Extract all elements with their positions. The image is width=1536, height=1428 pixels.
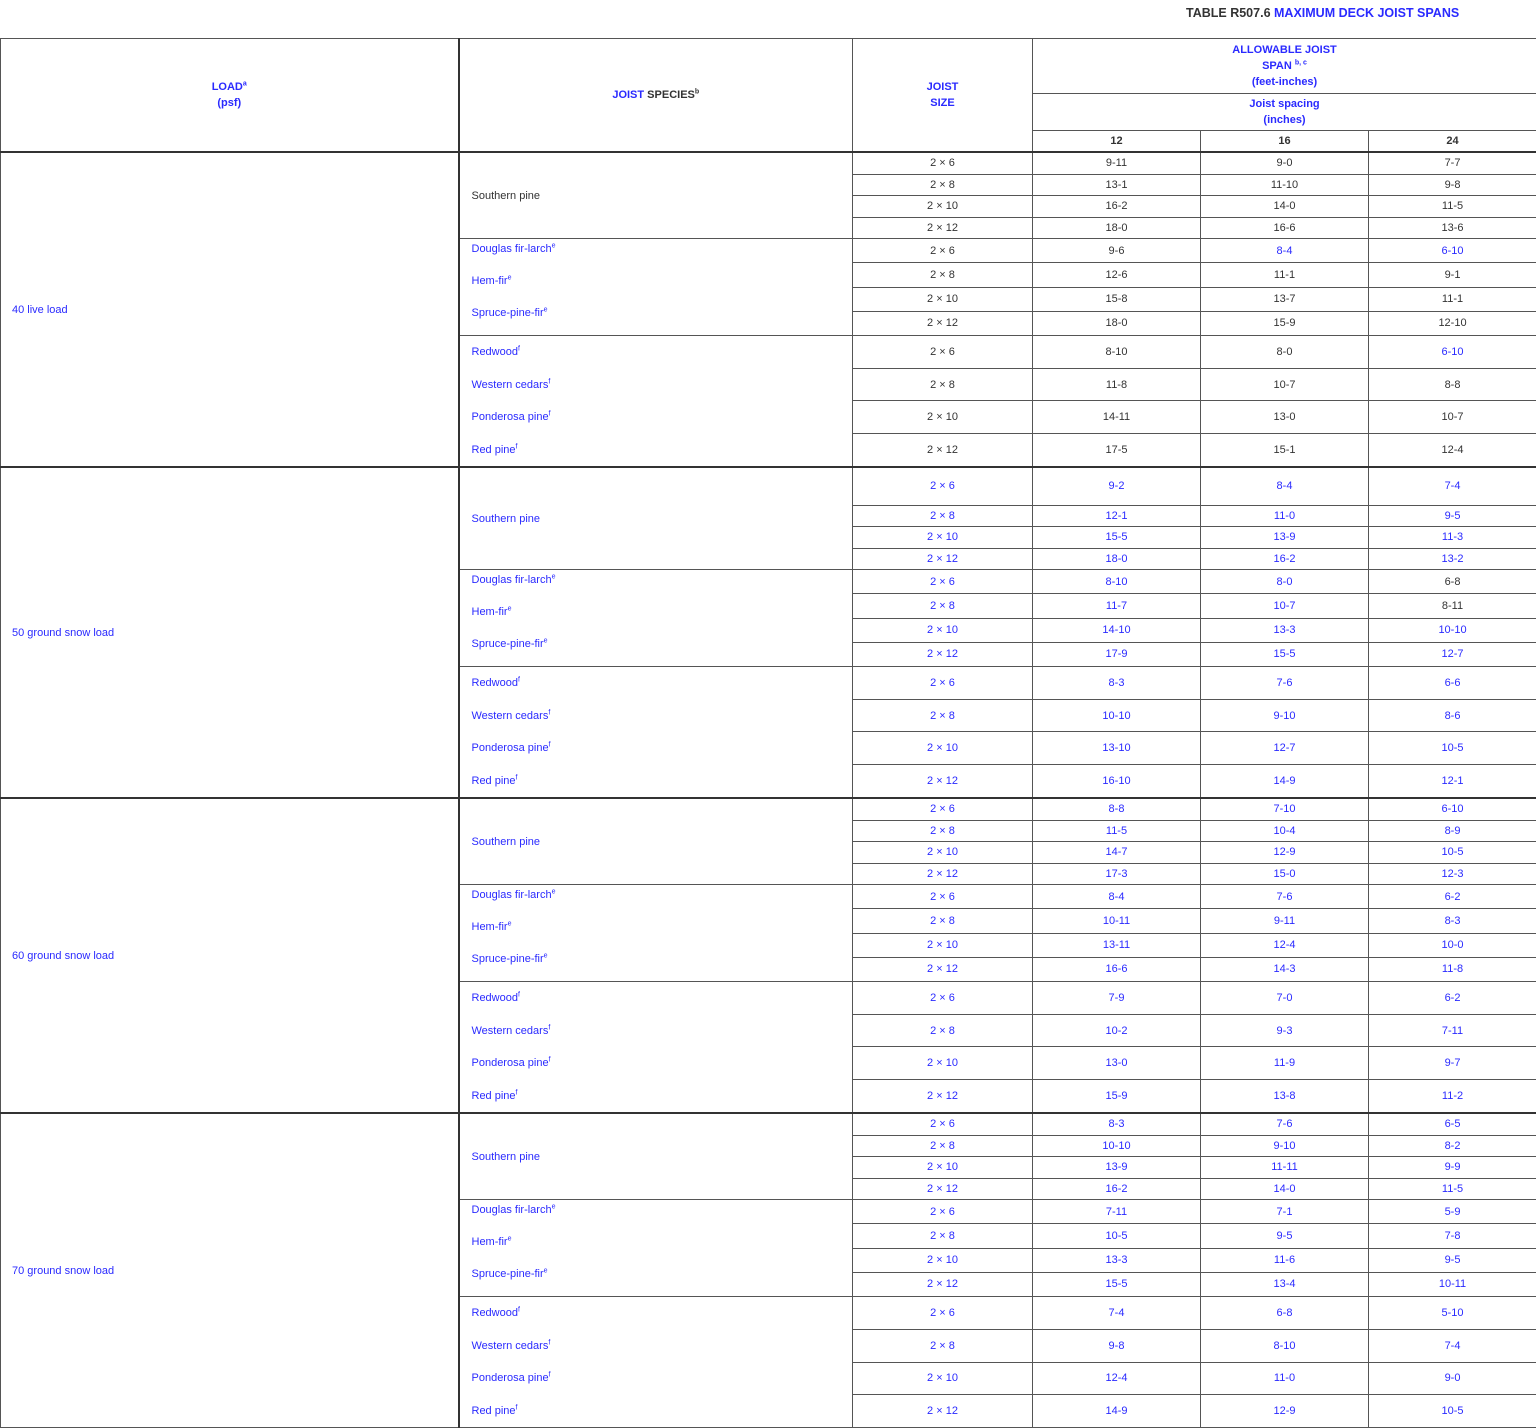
span-value-cell: 13-10	[1033, 732, 1201, 765]
species-name: Western cedars$^f$	[472, 1015, 853, 1048]
header-load: LOAD$^a$ (psf)	[1, 39, 459, 153]
span-value-cell: 14-3	[1201, 957, 1369, 981]
species-cell	[459, 885, 853, 982]
joist-size-cell: 2 × 12	[853, 434, 1033, 467]
joist-size-cell: 2 × 10	[853, 1047, 1033, 1080]
species-name: Douglas fir-larch$^e$	[472, 885, 853, 917]
joist-size-cell: 2 × 10	[853, 842, 1033, 864]
span-value-cell: 7-1	[1201, 1200, 1369, 1224]
span-value-cell: 9-3	[1201, 1014, 1369, 1047]
species-cell	[459, 336, 853, 468]
span-value-cell: 8-6	[1369, 699, 1536, 732]
span-value-cell: 6-8	[1201, 1297, 1369, 1330]
joist-size-cell: 2 × 10	[853, 732, 1033, 765]
species-cell	[459, 152, 853, 239]
joist-size-cell: 2 × 12	[853, 957, 1033, 981]
joist-size-cell: 2 × 12	[853, 1178, 1033, 1200]
span-value-cell: 15-9	[1033, 1080, 1201, 1113]
span-value-cell: 13-9	[1201, 527, 1369, 549]
joist-size-cell: 2 × 12	[853, 217, 1033, 239]
joist-size-cell: 2 × 12	[853, 765, 1033, 798]
species-name: Spruce-pine-fir$^e$	[472, 634, 853, 666]
table-number: TABLE R507.6	[1186, 6, 1271, 20]
span-value-cell: 12-6	[1033, 263, 1201, 287]
span-value-cell: 8-0	[1201, 570, 1369, 594]
species-name: Hem-fir$^e$	[472, 1232, 853, 1264]
species-cell	[459, 467, 853, 570]
species-name: Douglas fir-larch$^e$	[472, 239, 853, 271]
span-value-cell: 8-10	[1033, 570, 1201, 594]
span-value-cell: 6-10	[1369, 239, 1536, 263]
table-title	[1186, 6, 1459, 20]
species-name: Red pine$^f$	[472, 765, 853, 798]
span-value-cell: 11-5	[1369, 196, 1536, 218]
span-value-cell: 13-11	[1033, 933, 1201, 957]
span-value-cell: 11-1	[1369, 287, 1536, 311]
span-value-cell: 15-9	[1201, 311, 1369, 335]
joist-size-cell: 2 × 12	[853, 1272, 1033, 1296]
species-name: Redwood$^f$	[472, 336, 853, 369]
joist-size-cell: 2 × 6	[853, 982, 1033, 1015]
span-value-cell: 10-4	[1201, 820, 1369, 842]
joist-size-cell: 2 × 8	[853, 505, 1033, 527]
species-name: Western cedars$^f$	[472, 369, 853, 402]
span-value-cell: 8-8	[1033, 798, 1201, 820]
header-spacing-12: 12	[1033, 131, 1201, 153]
span-value-cell: 10-11	[1369, 1272, 1536, 1296]
joist-size-cell: 2 × 8	[853, 1014, 1033, 1047]
span-value-cell: 10-5	[1369, 732, 1536, 765]
species-name: Western cedars$^f$	[472, 700, 853, 733]
species-name: Redwood$^f$	[472, 1297, 853, 1330]
span-value-cell: 11-3	[1369, 527, 1536, 549]
joist-size-cell: 2 × 8	[853, 368, 1033, 401]
span-value-cell: 13-6	[1369, 217, 1536, 239]
joist-size-cell: 2 × 10	[853, 401, 1033, 434]
joist-size-cell: 2 × 12	[853, 863, 1033, 885]
span-value-cell: 7-10	[1201, 798, 1369, 820]
species-name: Red pine$^f$	[472, 1080, 853, 1113]
span-value-cell: 12-10	[1369, 311, 1536, 335]
span-value-cell: 14-10	[1033, 618, 1201, 642]
joist-size-cell: 2 × 8	[853, 820, 1033, 842]
span-value-cell: 17-9	[1033, 642, 1201, 666]
span-value-cell: 9-2	[1033, 467, 1201, 505]
joist-size-cell: 2 × 8	[853, 909, 1033, 933]
table-row	[1, 152, 1536, 174]
span-value-cell: 12-4	[1201, 933, 1369, 957]
joist-size-cell: 2 × 12	[853, 311, 1033, 335]
span-value-cell: 13-4	[1201, 1272, 1369, 1296]
joist-size-cell: 2 × 8	[853, 699, 1033, 732]
span-value-cell: 10-5	[1369, 1395, 1536, 1428]
span-value-cell: 12-3	[1369, 863, 1536, 885]
species-name: Hem-fir$^e$	[472, 271, 853, 303]
span-value-cell: 6-10	[1369, 798, 1536, 820]
span-value-cell: 13-9	[1033, 1157, 1201, 1179]
span-value-cell: 10-10	[1369, 618, 1536, 642]
span-value-cell: 7-6	[1201, 1113, 1369, 1135]
span-value-cell: 7-9	[1033, 982, 1201, 1015]
joist-size-cell: 2 × 6	[853, 336, 1033, 369]
span-value-cell: 8-4	[1201, 239, 1369, 263]
span-value-cell: 13-3	[1201, 618, 1369, 642]
joist-size-cell: 2 × 10	[853, 618, 1033, 642]
table-row	[1, 1113, 1536, 1135]
span-value-cell: 8-4	[1201, 467, 1369, 505]
span-value-cell: 7-11	[1369, 1014, 1536, 1047]
load-cell: 70 ground snow load	[1, 1113, 459, 1428]
span-value-cell: 7-11	[1033, 1200, 1201, 1224]
span-value-cell: 11-5	[1369, 1178, 1536, 1200]
span-value-cell: 13-3	[1033, 1248, 1201, 1272]
joist-size-cell: 2 × 10	[853, 287, 1033, 311]
span-value-cell: 12-4	[1033, 1362, 1201, 1395]
span-value-cell: 11-9	[1201, 1047, 1369, 1080]
span-value-cell: 10-10	[1033, 699, 1201, 732]
span-value-cell: 9-8	[1369, 174, 1536, 196]
span-value-cell: 8-3	[1369, 909, 1536, 933]
joist-size-cell: 2 × 10	[853, 527, 1033, 549]
joist-size-cell: 2 × 8	[853, 1224, 1033, 1248]
species-cell	[459, 239, 853, 336]
span-value-cell: 7-7	[1369, 152, 1536, 174]
span-value-cell: 12-7	[1369, 642, 1536, 666]
span-value-cell: 10-0	[1369, 933, 1536, 957]
span-value-cell: 18-0	[1033, 217, 1201, 239]
species-name: Douglas fir-larch$^e$	[472, 570, 853, 602]
span-value-cell: 9-5	[1201, 1224, 1369, 1248]
joist-size-cell: 2 × 8	[853, 594, 1033, 618]
species-name: Spruce-pine-fir$^e$	[472, 949, 853, 981]
table-row	[1, 467, 1536, 505]
span-value-cell: 9-10	[1201, 1135, 1369, 1157]
span-value-cell: 11-0	[1201, 505, 1369, 527]
joist-size-cell: 2 × 6	[853, 570, 1033, 594]
span-value-cell: 11-5	[1033, 820, 1201, 842]
span-value-cell: 16-6	[1033, 957, 1201, 981]
span-value-cell: 9-0	[1369, 1362, 1536, 1395]
species-name: Douglas fir-larch$^e$	[472, 1200, 853, 1232]
joist-size-cell: 2 × 8	[853, 1135, 1033, 1157]
span-value-cell: 6-10	[1369, 336, 1536, 369]
span-value-cell: 7-4	[1369, 1329, 1536, 1362]
span-value-cell: 9-8	[1033, 1329, 1201, 1362]
species-name: Red pine$^f$	[472, 434, 853, 467]
joist-size-cell: 2 × 8	[853, 1329, 1033, 1362]
span-value-cell: 11-1	[1201, 263, 1369, 287]
species-cell	[459, 982, 853, 1114]
species-name: Ponderosa pine$^f$	[472, 401, 853, 434]
span-value-cell: 18-0	[1033, 548, 1201, 570]
species-name: Spruce-pine-fir$^e$	[472, 303, 853, 335]
joist-size-cell: 2 × 6	[853, 798, 1033, 820]
joist-size-cell: 2 × 8	[853, 263, 1033, 287]
span-value-cell: 14-0	[1201, 196, 1369, 218]
span-value-cell: 11-11	[1201, 1157, 1369, 1179]
span-value-cell: 10-5	[1369, 842, 1536, 864]
span-value-cell: 14-0	[1201, 1178, 1369, 1200]
span-value-cell: 15-1	[1201, 434, 1369, 467]
span-value-cell: 11-2	[1369, 1080, 1536, 1113]
span-value-cell: 10-7	[1369, 401, 1536, 434]
span-value-cell: 13-1	[1033, 174, 1201, 196]
span-value-cell: 9-11	[1033, 152, 1201, 174]
joist-size-cell: 2 × 10	[853, 933, 1033, 957]
span-value-cell: 16-2	[1033, 1178, 1201, 1200]
span-value-cell: 13-0	[1033, 1047, 1201, 1080]
joist-size-cell: 2 × 10	[853, 1362, 1033, 1395]
span-value-cell: 6-5	[1369, 1113, 1536, 1135]
species-cell	[459, 570, 853, 667]
header-size: JOIST SIZE	[853, 39, 1033, 153]
species-cell	[459, 1297, 853, 1428]
span-value-cell: 9-5	[1369, 1248, 1536, 1272]
deck-joist-span-table	[0, 38, 1536, 1428]
span-value-cell: 8-2	[1369, 1135, 1536, 1157]
species-cell	[459, 1113, 853, 1200]
span-value-cell: 7-4	[1033, 1297, 1201, 1330]
span-value-cell: 14-9	[1033, 1395, 1201, 1428]
header-species: JOIST SPECIES$^b$	[459, 39, 853, 153]
span-value-cell: 8-3	[1033, 1113, 1201, 1135]
joist-size-cell: 2 × 6	[853, 667, 1033, 700]
span-value-cell: 11-7	[1033, 594, 1201, 618]
species-name: Western cedars$^f$	[472, 1330, 853, 1363]
joist-size-cell: 2 × 12	[853, 1080, 1033, 1113]
span-value-cell: 9-7	[1369, 1047, 1536, 1080]
span-value-cell: 12-7	[1201, 732, 1369, 765]
span-value-cell: 8-0	[1201, 336, 1369, 369]
span-value-cell: 14-9	[1201, 765, 1369, 798]
joist-size-cell: 2 × 12	[853, 548, 1033, 570]
table-caption: MAXIMUM DECK JOIST SPANS	[1274, 6, 1459, 20]
span-value-cell: 8-4	[1033, 885, 1201, 909]
joist-size-cell: 2 × 10	[853, 1157, 1033, 1179]
header-joist-spacing: Joist spacing (inches)	[1033, 94, 1536, 131]
span-value-cell: 13-2	[1369, 548, 1536, 570]
joist-size-cell: 2 × 6	[853, 885, 1033, 909]
span-value-cell: 8-10	[1201, 1329, 1369, 1362]
span-value-cell: 8-10	[1033, 336, 1201, 369]
span-value-cell: 16-6	[1201, 217, 1369, 239]
span-value-cell: 9-11	[1201, 909, 1369, 933]
span-value-cell: 15-8	[1033, 287, 1201, 311]
span-value-cell: 9-6	[1033, 239, 1201, 263]
species-name: Ponderosa pine$^f$	[472, 1362, 853, 1395]
span-value-cell: 11-6	[1201, 1248, 1369, 1272]
span-value-cell: 7-0	[1201, 982, 1369, 1015]
span-value-cell: 9-5	[1369, 505, 1536, 527]
span-value-cell: 8-3	[1033, 667, 1201, 700]
span-value-cell: 16-10	[1033, 765, 1201, 798]
span-value-cell: 10-5	[1033, 1224, 1201, 1248]
span-value-cell: 14-7	[1033, 842, 1201, 864]
table-row	[1, 798, 1536, 820]
species-name: Southern pine	[472, 836, 541, 848]
span-value-cell: 5-10	[1369, 1297, 1536, 1330]
span-value-cell: 16-2	[1033, 196, 1201, 218]
header-spacing-16: 16	[1201, 131, 1369, 153]
species-name: Redwood$^f$	[472, 982, 853, 1015]
span-value-cell: 15-5	[1201, 642, 1369, 666]
joist-size-cell: 2 × 10	[853, 196, 1033, 218]
species-name: Red pine$^f$	[472, 1395, 853, 1428]
species-name: Ponderosa pine$^f$	[472, 732, 853, 765]
species-name: Ponderosa pine$^f$	[472, 1047, 853, 1080]
span-value-cell: 11-8	[1369, 957, 1536, 981]
load-cell: 60 ground snow load	[1, 798, 459, 1113]
span-value-cell: 11-0	[1201, 1362, 1369, 1395]
load-cell: 40 live load	[1, 152, 459, 467]
span-value-cell: 17-5	[1033, 434, 1201, 467]
span-value-cell: 9-9	[1369, 1157, 1536, 1179]
span-value-cell: 11-8	[1033, 368, 1201, 401]
span-value-cell: 16-2	[1201, 548, 1369, 570]
table-body	[1, 152, 1536, 1428]
joist-size-cell: 2 × 6	[853, 467, 1033, 505]
span-value-cell: 11-10	[1201, 174, 1369, 196]
species-cell	[459, 798, 853, 885]
span-value-cell: 10-7	[1201, 368, 1369, 401]
span-value-cell: 13-8	[1201, 1080, 1369, 1113]
joist-size-cell: 2 × 6	[853, 152, 1033, 174]
species-name: Redwood$^f$	[472, 667, 853, 700]
span-value-cell: 12-9	[1201, 842, 1369, 864]
span-value-cell: 8-9	[1369, 820, 1536, 842]
span-value-cell: 18-0	[1033, 311, 1201, 335]
span-value-cell: 14-11	[1033, 401, 1201, 434]
span-value-cell: 7-8	[1369, 1224, 1536, 1248]
span-value-cell: 12-4	[1369, 434, 1536, 467]
species-name: Southern pine	[472, 190, 541, 202]
span-value-cell: 15-0	[1201, 863, 1369, 885]
header-allowable-span: ALLOWABLE JOIST SPAN $^{b, c}$ (feet-inches)	[1033, 39, 1536, 94]
joist-size-cell: 2 × 6	[853, 239, 1033, 263]
span-value-cell: 10-11	[1033, 909, 1201, 933]
joist-size-cell: 2 × 12	[853, 1395, 1033, 1428]
span-value-cell: 9-0	[1201, 152, 1369, 174]
span-value-cell: 6-8	[1369, 570, 1536, 594]
span-value-cell: 15-5	[1033, 527, 1201, 549]
span-value-cell: 15-5	[1033, 1272, 1201, 1296]
load-cell: 50 ground snow load	[1, 467, 459, 798]
span-value-cell: 7-6	[1201, 885, 1369, 909]
span-value-cell: 7-4	[1369, 467, 1536, 505]
species-cell	[459, 1200, 853, 1297]
joist-size-cell: 2 × 6	[853, 1113, 1033, 1135]
joist-size-cell: 2 × 8	[853, 174, 1033, 196]
span-value-cell: 6-2	[1369, 982, 1536, 1015]
span-value-cell: 7-6	[1201, 667, 1369, 700]
joist-size-cell: 2 × 6	[853, 1200, 1033, 1224]
span-value-cell: 6-2	[1369, 885, 1536, 909]
species-name: Spruce-pine-fir$^e$	[472, 1264, 853, 1296]
span-value-cell: 13-7	[1201, 287, 1369, 311]
species-name: Hem-fir$^e$	[472, 917, 853, 949]
span-value-cell: 17-3	[1033, 863, 1201, 885]
span-value-cell: 12-1	[1369, 765, 1536, 798]
span-value-cell: 8-8	[1369, 368, 1536, 401]
span-value-cell: 12-1	[1033, 505, 1201, 527]
span-value-cell: 10-7	[1201, 594, 1369, 618]
span-value-cell: 5-9	[1369, 1200, 1536, 1224]
species-name: Southern pine	[472, 1151, 541, 1163]
span-value-cell: 9-1	[1369, 263, 1536, 287]
span-value-cell: 10-2	[1033, 1014, 1201, 1047]
species-cell	[459, 667, 853, 799]
span-value-cell: 6-6	[1369, 667, 1536, 700]
joist-size-cell: 2 × 12	[853, 642, 1033, 666]
joist-size-cell: 2 × 10	[853, 1248, 1033, 1272]
span-value-cell: 8-11	[1369, 594, 1536, 618]
span-value-cell: 13-0	[1201, 401, 1369, 434]
span-value-cell: 9-10	[1201, 699, 1369, 732]
joist-size-cell: 2 × 6	[853, 1297, 1033, 1330]
species-name: Southern pine	[472, 513, 541, 525]
header-spacing-24: 24	[1369, 131, 1536, 153]
span-value-cell: 10-10	[1033, 1135, 1201, 1157]
species-name: Hem-fir$^e$	[472, 602, 853, 634]
span-value-cell: 12-9	[1201, 1395, 1369, 1428]
